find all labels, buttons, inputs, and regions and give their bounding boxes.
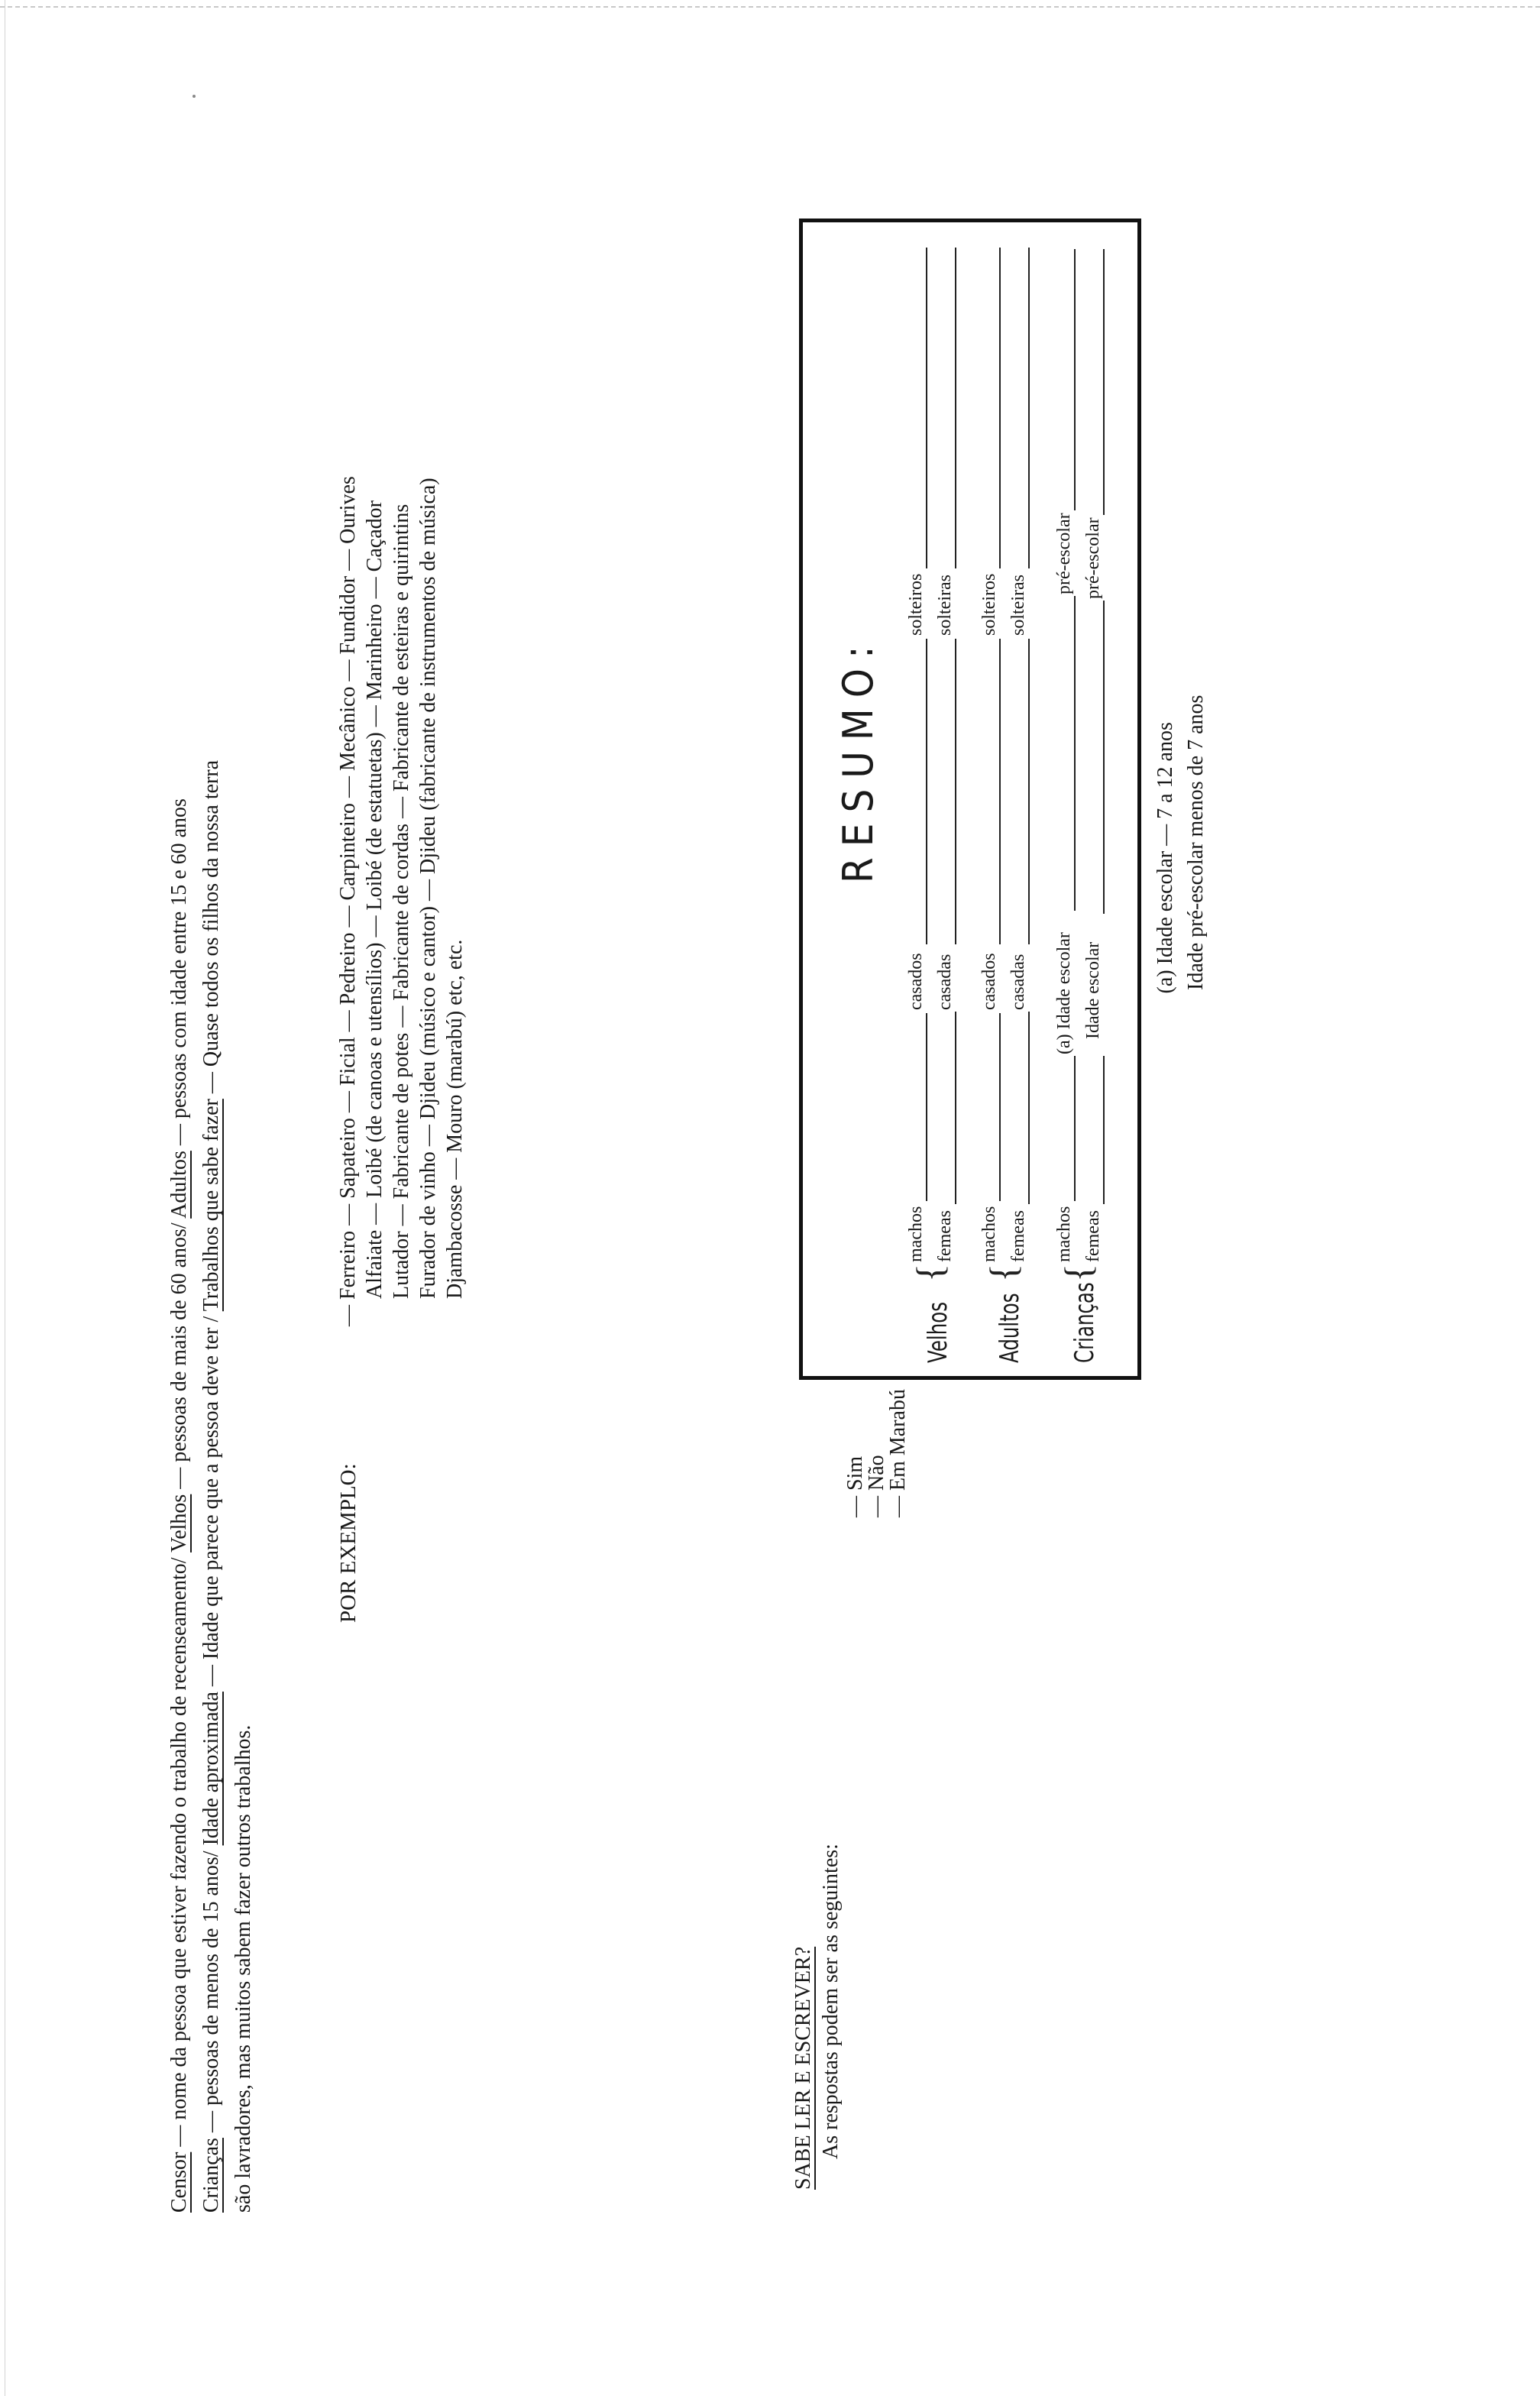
blank-line	[1028, 248, 1030, 568]
blank-line	[1103, 1056, 1105, 1204]
row-status-label: solteiras	[1008, 575, 1028, 636]
row-sex-label: machos	[979, 1206, 999, 1262]
footnote-line: Idade pré-escolar menos de 7 anos	[1184, 695, 1208, 990]
blank-line	[926, 639, 927, 944]
blank-line	[1074, 596, 1076, 911]
blank-line	[955, 1012, 956, 1204]
velhos-definition: — pessoas de mais de 60 anos/	[167, 1222, 191, 1489]
brace: {	[908, 1264, 951, 1282]
examples-line: Lutador — Fabricante de potes — Fabricante de cordas — Fabricante de esteiras e quirintins	[390, 503, 413, 1299]
blank-line	[955, 639, 956, 944]
blank-line	[955, 248, 956, 568]
footnote-line: (a) Idade escolar — 7 a 12 anos	[1153, 722, 1177, 994]
row-sex-label: machos	[906, 1206, 926, 1262]
footnote	[1150, 695, 1212, 1021]
brace: {	[1056, 1264, 1099, 1282]
examples-line: Djambacosse — Mouro (marabú) etc, etc.	[443, 939, 467, 1299]
row-status-label: pré-escolar	[1083, 517, 1103, 599]
literacy-section	[790, 1389, 909, 2190]
intro-paragraph	[163, 494, 260, 2213]
velhos-term: Velhos	[167, 1494, 191, 1553]
row-sex-label: femeas	[1008, 1210, 1028, 1262]
row-status-label: casadas	[935, 954, 955, 1010]
trabalhos-definition: — Quase todos os filhos da nossa terra	[199, 759, 223, 1094]
row-status-label: pré-escolar	[1054, 513, 1074, 594]
adultos-term: Adultos	[167, 1151, 191, 1219]
row-status-label: casados	[979, 953, 999, 1010]
examples-heading: POR EXEMPLO:	[336, 1463, 361, 1623]
resumo-title: RESUMO:	[834, 635, 882, 883]
group-label-velhos: Velhos	[923, 1302, 953, 1363]
row-status-label: solteiros	[906, 573, 926, 636]
examples-line: Alfaiate — Loibé (de canoas e utensílios) — Loibé (de estatuetas) — Marinheiro — Caçador	[363, 500, 387, 1299]
criancas-term: Crianças	[199, 2138, 223, 2213]
literacy-option: — Não	[865, 1455, 888, 1517]
row-status-label: casadas	[1008, 954, 1028, 1010]
intro-line-1	[163, 494, 196, 2213]
idade-definition: — Idade que parece que a pessoa deve ter /	[199, 1316, 223, 1687]
blank-line	[1103, 249, 1105, 515]
blank-line	[1103, 601, 1105, 914]
blank-line	[1028, 639, 1030, 944]
blank-line	[1028, 1012, 1030, 1204]
row-status-label: Idade escolar	[1083, 941, 1103, 1039]
brace: {	[982, 1264, 1024, 1282]
literacy-option: — Sim	[843, 1455, 867, 1517]
blank-line	[999, 639, 1001, 944]
literacy-heading: SABE LER E ESCREVER?	[791, 1946, 815, 2190]
blank-line	[1074, 1056, 1076, 1201]
examples-list	[335, 476, 468, 1326]
intro-line-3: são lavradores, mas muitos sabem fazer outros trabalhos.	[231, 1724, 255, 2213]
criancas-definition: — pessoas de menos de 15 anos/	[199, 1850, 223, 2133]
group-label-adultos: Adultos	[995, 1293, 1025, 1363]
trabalhos-term: Trabalhos que sabe fazer	[199, 1099, 223, 1312]
row-status-label: solteiros	[979, 573, 999, 636]
censor-definition: — nome da pessoa que estiver fazendo o trabalho de recenseamento/	[167, 1557, 191, 2147]
row-status-label: (a) Idade escolar	[1054, 932, 1074, 1054]
blank-line	[926, 248, 927, 568]
literacy-intro: As respostas podem ser as seguintes:	[819, 1844, 843, 2159]
adultos-definition: — pessoas com idade entre 15 e 60 anos	[167, 798, 191, 1146]
blank-line	[999, 248, 1001, 568]
row-sex-label: femeas	[935, 1210, 955, 1262]
idade-term: Idade aproximada	[199, 1692, 223, 1846]
group-label-criancas: Crianças	[1069, 1282, 1100, 1363]
row-sex-label: machos	[1054, 1206, 1074, 1262]
examples-line: Furador de vinho — Djideu (músico e cantor) — Djideu (fabricante de instrumentos de música)	[416, 478, 440, 1299]
blank-line	[999, 1013, 1001, 1201]
blank-line	[1074, 249, 1076, 510]
row-sex-label: femeas	[1083, 1210, 1103, 1262]
censor-term: Censor	[167, 2152, 191, 2213]
intro-line-2	[196, 494, 228, 2213]
examples-line: — Ferreiro — Sapateiro — Ficial — Pedreiro — Carpinteiro — Mecânico — Fundidor — Ourives	[336, 476, 360, 1326]
row-status-label: casados	[906, 953, 926, 1010]
literacy-option: — Em Marabú	[886, 1389, 910, 1517]
row-status-label: solteiras	[935, 575, 955, 636]
blank-line	[926, 1013, 927, 1201]
